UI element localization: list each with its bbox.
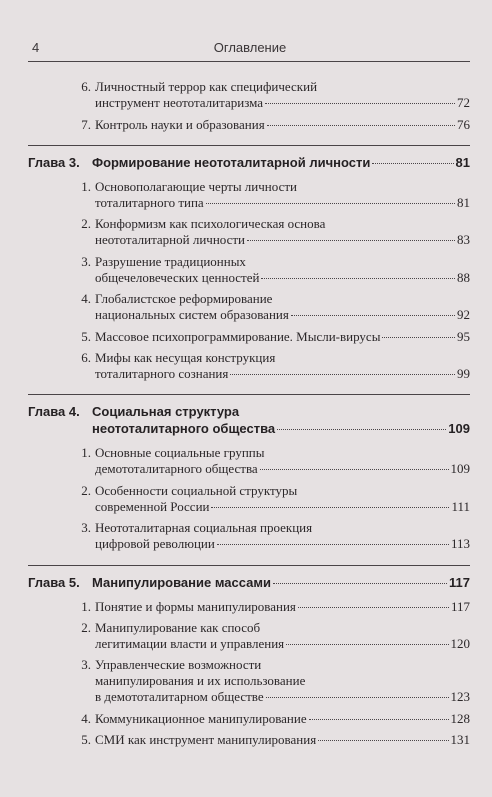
entry-title-line: Массовое психопрограммирование. Мысли-вирусы <box>95 328 381 344</box>
dot-leader <box>260 469 449 470</box>
entry-title-line: неототалитарной личности <box>95 232 246 247</box>
entry-number: 3. <box>81 657 91 672</box>
chapter-divider <box>28 394 470 395</box>
chapter-page-number: 117 <box>449 574 470 590</box>
entry-number: 5. <box>81 732 91 747</box>
header-rule <box>28 61 470 62</box>
toc-entry <box>81 116 470 133</box>
entry-number: 2. <box>81 619 91 635</box>
entry-number: 6. <box>81 349 91 365</box>
entry-last-line <box>92 154 470 171</box>
dot-leader <box>298 607 449 608</box>
toc-entry <box>81 445 470 477</box>
dot-leader <box>206 203 455 204</box>
dot-leader <box>261 278 455 279</box>
toc-entry <box>81 178 470 211</box>
entry-title-line: неототалитарного общества <box>92 421 276 436</box>
entry-number: 1. <box>81 445 91 460</box>
chapter-divider <box>28 145 470 146</box>
page-number: 4 <box>32 40 40 55</box>
entry-title-line: цифровой революции <box>95 536 215 551</box>
toc-entry <box>81 253 470 286</box>
entry-title-line: манипулирования и их использование <box>95 673 306 688</box>
entry-number: 2. <box>81 216 91 231</box>
entry-last-line <box>95 95 470 111</box>
entry-title-line: Понятие и формы манипулирования <box>95 598 296 614</box>
entry-last-line <box>95 366 470 382</box>
entry-page-number: 120 <box>450 635 470 651</box>
dot-leader <box>273 583 447 584</box>
entry-number: 7. <box>81 116 91 132</box>
chapter-label: Глава 3. <box>28 154 80 170</box>
entry-title-line: Управленческие возможности <box>95 657 262 672</box>
toc-entry <box>81 711 470 727</box>
entry-title-line: Особенности социальной структуры <box>95 482 298 498</box>
chapter-heading <box>28 574 470 591</box>
chapter-page-number: 81 <box>455 154 470 170</box>
entry-title-line: тоталитарного типа <box>95 194 204 210</box>
toc-entry <box>81 657 470 705</box>
entry-last-line <box>95 689 470 705</box>
entry-page-number: 99 <box>457 365 470 381</box>
entry-number: 4. <box>81 291 91 306</box>
dot-leader <box>382 337 455 338</box>
dot-leader <box>265 103 455 104</box>
toc-entry <box>81 328 470 345</box>
entry-title-line: в демототалитарном обществе <box>95 689 264 704</box>
entry-last-line <box>95 636 470 652</box>
entry-title-line: Мифы как несущая конструкция <box>95 349 276 365</box>
entry-number: 3. <box>81 520 91 535</box>
chapter-label: Глава 4. <box>28 404 80 419</box>
entry-title-line: демототалитарного общества <box>95 461 258 476</box>
entry-title-line: Основополагающие черты личности <box>95 178 297 194</box>
entry-last-line <box>95 270 470 286</box>
entry-title-line: Конформизм как психологическая основа <box>95 216 326 231</box>
toc-entry <box>81 216 470 248</box>
entry-title-line: Разрушение традиционных <box>95 253 246 269</box>
entry-number: 5. <box>81 328 91 344</box>
entry-page-number: 113 <box>450 536 470 551</box>
entry-last-line <box>95 307 470 323</box>
entry-title-line: Контроль науки и образования <box>95 116 265 132</box>
entry-title-line: Социальная структура <box>92 404 240 419</box>
toc-entry <box>81 520 470 552</box>
entry-title-line: Личностный террор как специфический <box>95 79 318 94</box>
entry-number: 1. <box>81 598 91 614</box>
entry-title-line: Неототалитарная социальная проекция <box>95 520 313 535</box>
toc-entry <box>81 349 470 382</box>
dot-leader <box>286 644 448 645</box>
toc-entry <box>81 79 470 111</box>
chapter-page-number: 109 <box>448 421 470 436</box>
entry-title-line: легитимации власти и управления <box>95 635 285 651</box>
entry-page-number: 131 <box>450 732 470 747</box>
toc-entry <box>81 291 470 323</box>
entry-number: 2. <box>81 482 91 498</box>
entry-last-line <box>95 461 470 477</box>
toc-entry <box>81 619 470 652</box>
entry-page-number: 123 <box>450 689 470 704</box>
entry-last-line <box>95 117 470 133</box>
entry-title-line: Манипулирование как способ <box>95 619 261 635</box>
chapter-title <box>92 403 470 437</box>
dot-leader <box>247 240 455 241</box>
entry-last-line <box>92 574 470 591</box>
entry-page-number: 81 <box>457 194 470 210</box>
running-title: Оглавление <box>213 40 287 55</box>
entry-title-line: СМИ как инструмент манипулирования <box>95 732 317 747</box>
dot-leader <box>372 163 453 164</box>
chapter-title <box>92 154 470 171</box>
dot-leader <box>211 507 449 508</box>
entry-page-number: 92 <box>457 307 470 322</box>
entry-title-line: Основные социальные группы <box>95 445 265 460</box>
dot-leader <box>277 429 446 430</box>
dot-leader <box>230 374 455 375</box>
dot-leader <box>217 544 449 545</box>
entry-number: 6. <box>81 79 91 94</box>
entry-title-line: общечеловеческих ценностей <box>95 269 260 285</box>
entry-number: 1. <box>81 178 91 194</box>
entry-page-number: 83 <box>457 232 470 247</box>
entry-number: 3. <box>81 253 91 269</box>
entry-title-line: современной России <box>95 498 210 514</box>
entry-page-number: 95 <box>457 328 470 344</box>
entry-title-line: национальных систем образования <box>95 307 289 322</box>
entry-page-number: 72 <box>457 95 470 110</box>
entry-title-line: Формирование неототалитарной личности <box>92 154 371 170</box>
entry-title-line: Коммуникационное манипулирование <box>95 711 307 726</box>
entry-number: 4. <box>81 711 91 726</box>
entry-page-number: 109 <box>450 461 470 476</box>
entry-last-line <box>95 536 470 552</box>
toc-entry <box>81 598 470 615</box>
entry-page-number: 128 <box>450 711 470 726</box>
toc-entry <box>81 482 470 515</box>
entry-last-line <box>95 195 470 211</box>
entry-last-line <box>95 599 470 615</box>
entry-title-line: Глобалистское реформирование <box>95 291 273 306</box>
page-header <box>30 38 470 58</box>
entry-page-number: 88 <box>457 269 470 285</box>
entry-page-number: 117 <box>450 598 470 614</box>
chapter-label: Глава 5. <box>28 574 80 590</box>
chapter-divider <box>28 565 470 566</box>
entry-page-number: 76 <box>457 116 470 132</box>
entry-page-number: 111 <box>451 498 470 514</box>
chapter-heading <box>28 154 470 171</box>
dot-leader <box>267 125 455 126</box>
entry-title-line: тоталитарного сознания <box>95 365 229 381</box>
dot-leader <box>291 315 455 316</box>
dot-leader <box>318 740 448 741</box>
toc-entry <box>81 732 470 748</box>
entry-last-line <box>92 420 470 437</box>
entry-title-line: инструмент неототалитаризма <box>95 95 264 110</box>
entry-last-line <box>95 329 470 345</box>
entry-last-line <box>95 711 470 727</box>
entry-last-line <box>95 232 470 248</box>
chapter-heading <box>28 403 470 437</box>
entry-last-line <box>95 732 470 748</box>
dot-leader <box>266 697 449 698</box>
entry-last-line <box>95 499 470 515</box>
entry-title-line: Манипулирование массами <box>92 574 271 590</box>
chapter-title <box>92 574 470 591</box>
dot-leader <box>309 719 449 720</box>
